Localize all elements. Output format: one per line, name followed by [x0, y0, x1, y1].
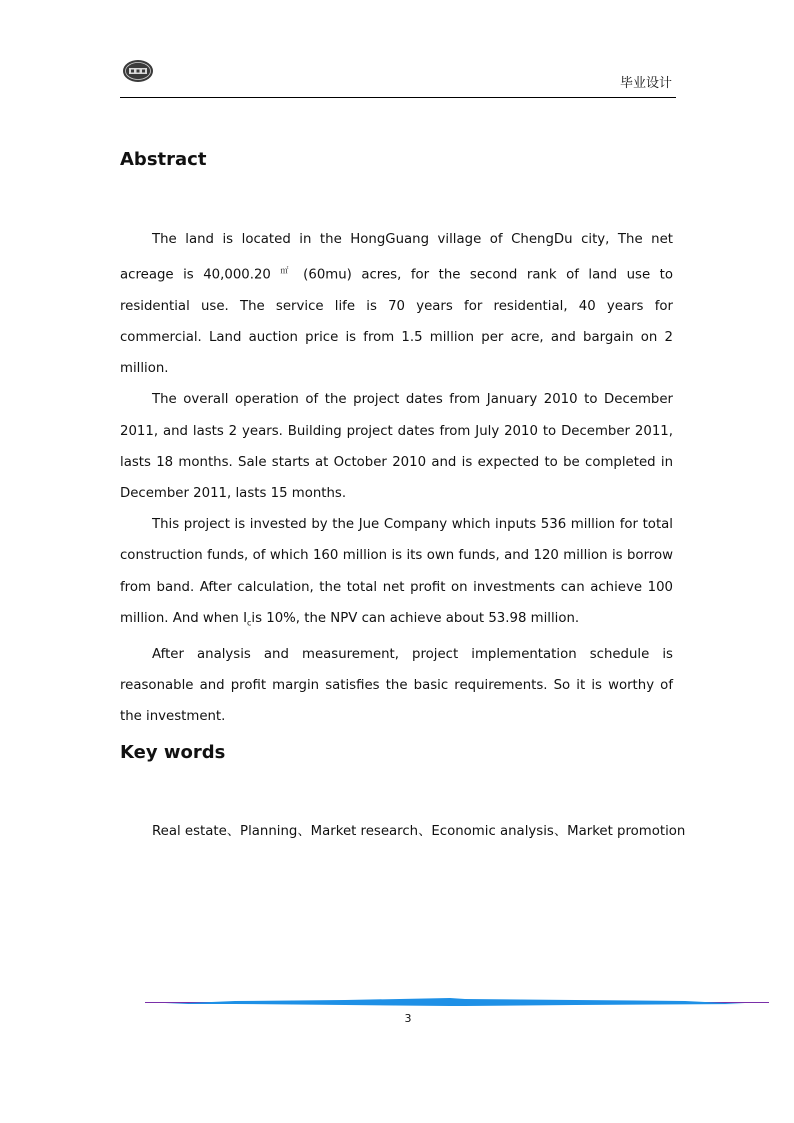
ic-subscript: c: [247, 618, 252, 628]
abstract-paragraph-4: After analysis and measurement, project implementation schedule is reasonable and profit margin satisfies the basic requirements. So it is worthy of the investment.: [120, 646, 673, 725]
abstract-paragraph-3-start: This project is invested by the Jue Company which inputs 536 million for total construction funds, of which 160 million is its own funds, and 120 million is borrow from band. After calculation, the total net profit on investments can achieve 100 million. And when I: [120, 517, 673, 626]
footer-decorative-bar: [145, 996, 769, 1008]
header-rule: [120, 97, 676, 98]
abstract-paragraph-2: The overall operation of the project dates from January 2010 to December 2011, and lasts 2 years. Building project dates from July 2010 to December 2011, lasts 18 months. Sale starts at October 2010 and is expected to be completed in December 2011, lasts 15 months.: [120, 392, 673, 502]
header-title: 毕业设计: [619, 76, 672, 91]
abstract-paragraph-3-end: is 10%, the NPV can achieve about 53.98 million.: [251, 610, 580, 626]
area-unit: ㎡: [280, 266, 294, 276]
keywords-list: Real estate、Planning、Market research、Economic analysis、Market promotion: [152, 824, 686, 839]
abstract-body: [120, 224, 673, 732]
abstract-paragraph-1-start: The land is located in the HongGuang village of ChengDu city, The net acreage is 40,000.20: [120, 232, 673, 283]
abstract-heading: Abstract: [120, 149, 207, 170]
abstract-paragraph-3: [120, 509, 673, 638]
page-number: 3: [404, 1012, 412, 1025]
keywords-heading: Key words: [120, 742, 226, 763]
abstract-paragraph-1: [120, 224, 673, 384]
abstract-paragraph-1-end: (60mu) acres, for the second rank of land use to residential use. The service life is 70 years for residential, 40 years for commercial. Land auction price is from 1.5 million per acre, and bargain on 2 million.: [120, 267, 674, 377]
university-seal-icon: [122, 59, 154, 83]
